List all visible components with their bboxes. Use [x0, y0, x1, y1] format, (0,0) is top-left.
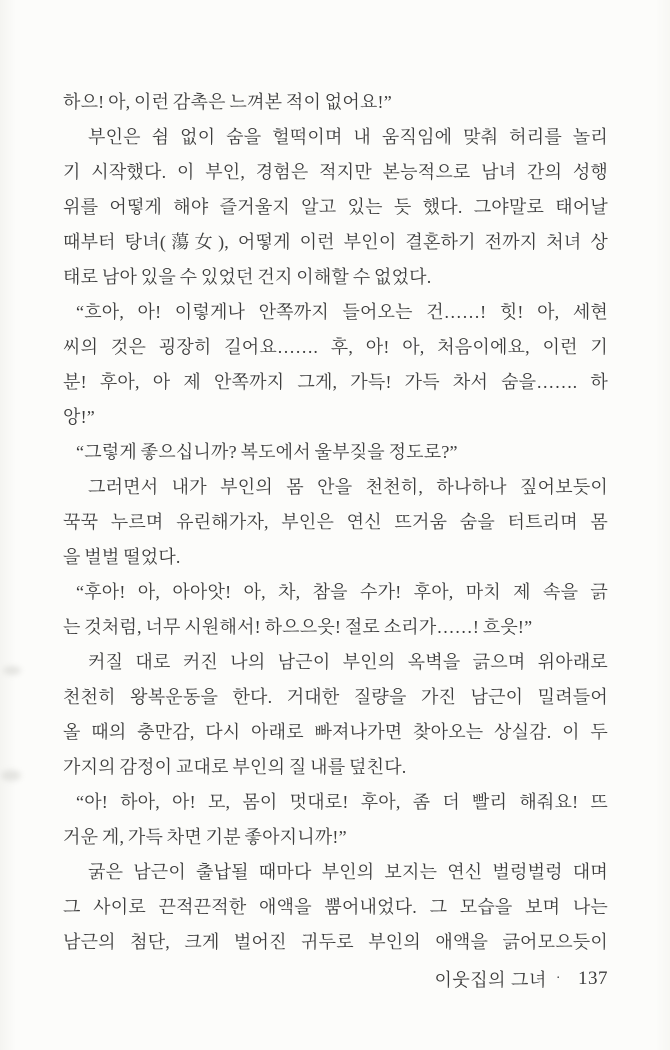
text-line: 꾹꾹 누르며 유린해가자, 부인은 연신 뜨거움 숨을 터트리며 몸: [63, 512, 608, 532]
text-line: 하으! 아, 이런 감촉은 느껴본 적이 없어요!”: [63, 92, 392, 112]
text-line: 기 시작했다. 이 부인, 경험은 적지만 본능적으로 남녀 간의 성행: [63, 162, 608, 182]
text-line: “후아! 아, 아아앗! 아, 차, 참을 수가! 후아, 마치 제 속을 긁: [76, 582, 608, 602]
text-line: 부인은 쉼 없이 숨을 헐떡이며 내 움직임에 맞춰 허리를 놀리: [88, 127, 608, 147]
text-line: 거운 게, 가득 차면 기분 좋아지니까!”: [63, 827, 347, 847]
text-line: “아! 하아, 아! 모, 몸이 멋대로! 후아, 좀 더 빨리 해줘요! 뜨: [76, 792, 608, 812]
text-line: 그러면서 내가 부인의 몸 안을 천천히, 하나하나 짚어보듯이: [88, 477, 608, 497]
text-line: 는 것처럼, 너무 시원해서! 하으으읏! 절로 소리가……! 흐읏!”: [63, 617, 533, 637]
scan-smudge: [1, 770, 21, 781]
scan-smudge: [3, 666, 21, 675]
text-line: 올 때의 충만감, 다시 아래로 빠져나가면 찾아오는 상실감. 이 두: [63, 722, 608, 742]
text-line: 때부터 탕녀(蕩女), 어떻게 이런 부인이 결혼하기 전까지 처녀 상: [63, 232, 608, 252]
text-line: 태로 남아 있을 수 있었던 건지 이해할 수 없었다.: [63, 267, 432, 287]
text-line: 천천히 왕복운동을 한다. 거대한 질량을 가진 남근이 밀려들어: [63, 687, 608, 707]
text-line: 굵은 남근이 출납될 때마다 부인의 보지는 연신 벌렁벌렁 대며: [88, 862, 608, 882]
text-line: “그렇게 좋으십니까? 복도에서 울부짖을 정도로?”: [76, 442, 458, 462]
text-line: 씨의 것은 굉장히 길어요……. 후, 아! 아, 처음이에요, 이런 기: [63, 337, 608, 357]
text-line: 커질 대로 커진 나의 남근이 부인의 옥벽을 긁으며 위아래로: [88, 652, 608, 672]
text-line: 분! 후아, 아 제 안쪽까지 그게, 가득! 가득 차서 숨을……. 하: [63, 372, 608, 392]
page-number: 137: [578, 968, 608, 989]
text-line: “흐아, 아! 이렇게나 안쪽까지 들어오는 건……! 힛! 아, 세현: [76, 302, 608, 322]
text-line: 을 벌벌 떨었다.: [63, 547, 181, 567]
page-footer: [435, 966, 609, 992]
text-line: 앙!”: [63, 407, 95, 427]
text-line: 가지의 감정이 교대로 부인의 질 내를 덮친다.: [63, 757, 407, 777]
page-text: [63, 85, 608, 960]
text-line: 위를 어떻게 해야 즐거울지 알고 있는 듯 했다. 그야말로 태어날: [63, 197, 608, 217]
running-title: 이웃집의 그녀: [434, 970, 547, 990]
text-line: 남근의 첨단, 크게 벌어진 귀두로 부인의 애액을 긁어모으듯이: [63, 932, 608, 952]
footer-separator: ·: [555, 971, 561, 986]
text-line: 그 사이로 끈적끈적한 애액을 뿜어내었다. 그 모습을 보며 나는: [63, 897, 608, 917]
